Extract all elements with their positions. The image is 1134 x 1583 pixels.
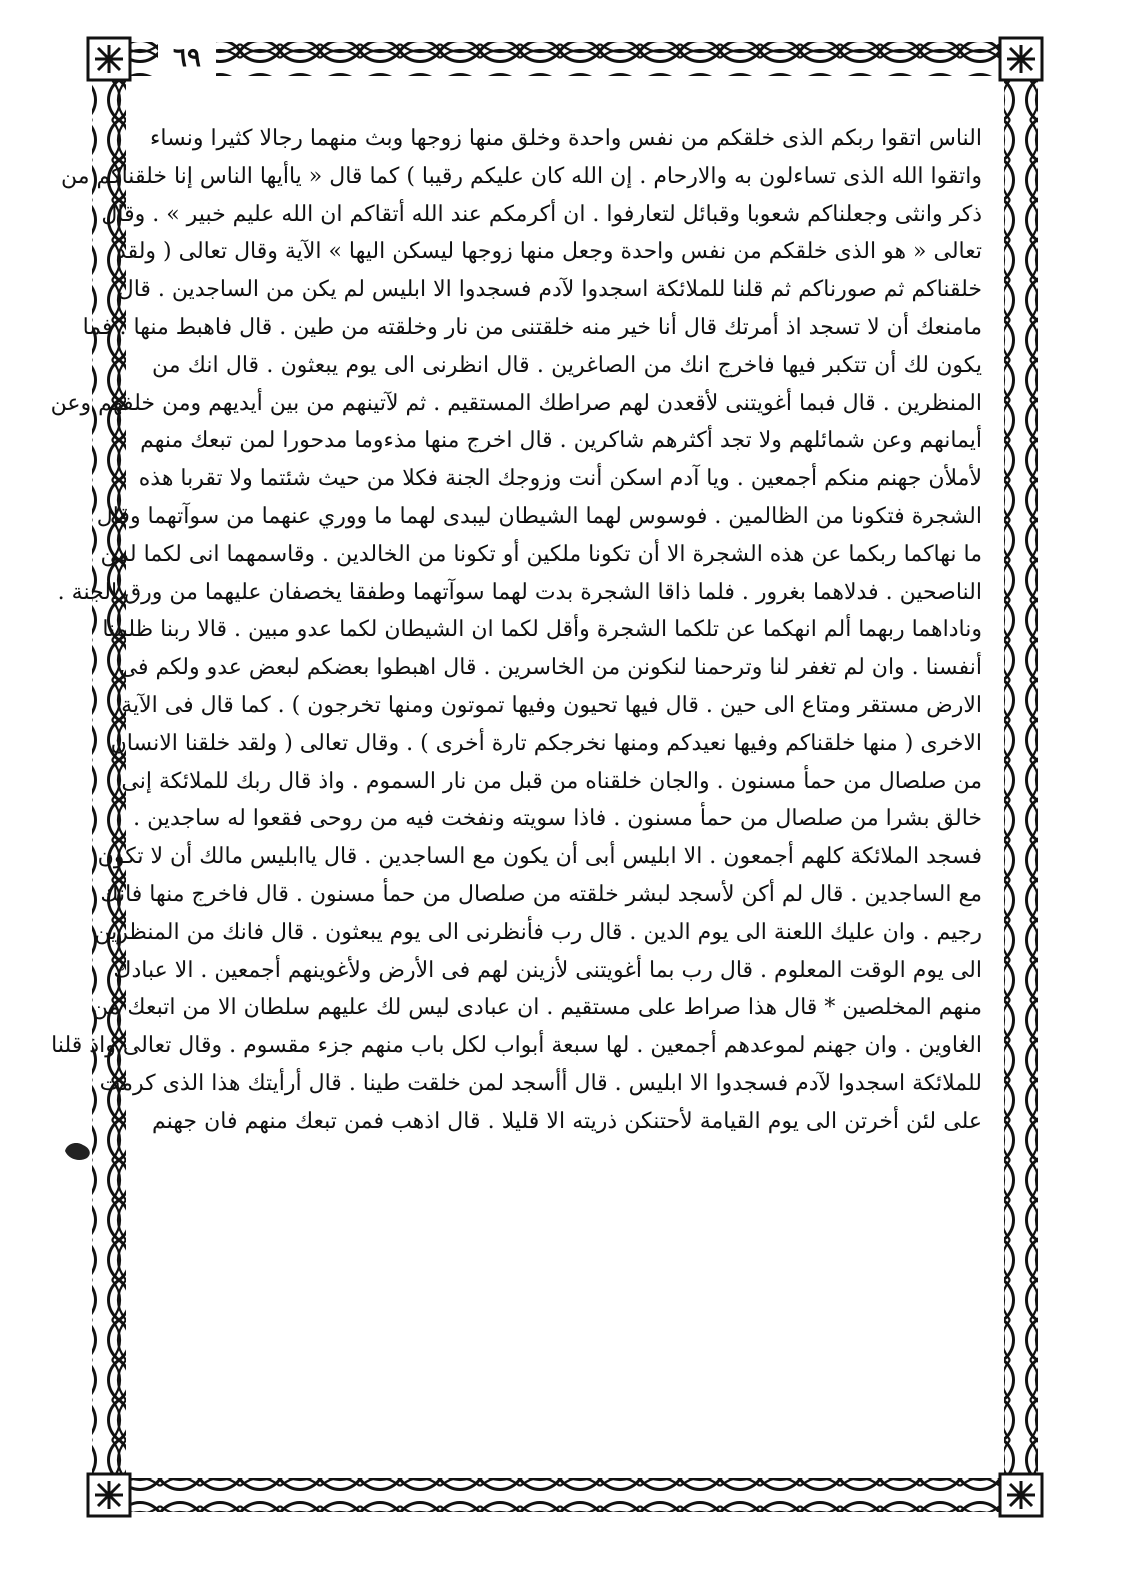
ink-blot (63, 1140, 93, 1162)
text-line: للملائكة اسجدوا لآدم فسجدوا الا ابليس . قال أأسجد لمن خلقت طينا . قال أرأيتك هذا الذى كرمت (99, 1070, 982, 1096)
text-line: خلقناكم ثم صورناكم ثم قلنا للملائكة اسجدوا لآدم فسجدوا الا ابليس لم يكن من الساجدين . قال (117, 277, 982, 303)
text-line: الناصحين . فدلاهما بغرور . فلما ذاقا الشجرة بدت لهما سوآتهما وطفقا يخصفان عليهما من ورق الجنة . (57, 579, 982, 605)
corner-top-left-knot (95, 45, 123, 73)
text-line: وناداهما ربهما ألم انهكما عن تلكما الشجرة وأقل لكما ان الشيطان لكما عدو مبين . قالا ربنا ظلمنا (102, 617, 982, 643)
text-line: ذكر وانثى وجعلناكم شعوبا وقبائل لتعارفوا . ان أكرمكم عند الله أتقاكم ان الله عليم خبير » . وقال (101, 201, 982, 227)
text-line: الغاوين . وان جهنم لموعدهم أجمعين . لها سبعة أبواب لكل باب منهم جزء مقسوم . وقال تعالى واذ قلنا (51, 1033, 982, 1059)
text-line: ما نهاكما ربكما عن هذه الشجرة الا أن تكونا ملكين أو تكونا من الخالدين . وقاسمهما انى لكما لمن (100, 541, 982, 567)
page-number: ٦٩ (158, 38, 216, 78)
text-line: على لئن أخرتن الى يوم القيامة لأحتنكن ذريته الا قليلا . قال اذهب فمن تبعك منهم فان جهنم (152, 1108, 982, 1134)
text-line: منهم المخلصين * قال هذا صراط على مستقيم . ان عبادى ليس لك عليهم سلطان الا من اتبعك من (91, 995, 982, 1021)
text-line: يكون لك أن تتكبر فيها فاخرج انك من الصاغرين . قال انظرنى الى يوم يبعثون . قال انك من (152, 352, 983, 378)
text-line: رجيم . وان عليك اللعنة الى يوم الدين . قال رب فأنظرنى الى يوم يبعثون . قال فانك من المنظرين (94, 919, 982, 945)
text-line: المنظرين . قال فبما أغويتنى لأقعدن لهم صراطك المستقيم . ثم لآتينهم من بين أيديهم ومن خلفهم وعن (50, 390, 982, 416)
text-line: من صلصال من حمأ مسنون . والجان خلقناه من قبل من نار السموم . واذ قال ربك للملائكة إنى (121, 768, 982, 794)
text-line: خالق بشرا من صلصال من حمأ مسنون . فاذا سويته ونفخت فيه من روحى فقعوا له ساجدين . (133, 806, 982, 832)
corner-bottom-right-knot (1007, 1481, 1035, 1509)
border-top (92, 42, 1038, 76)
corner-top-right-knot (1007, 45, 1035, 73)
text-line: الناس اتقوا ربكم الذى خلقكم من نفس واحدة وخلق منها زوجها وبث منهما رجالا كثيرا ونساء (150, 126, 982, 151)
text-line: أنفسنا . وان لم تغفر لنا وترحمنا لنكونن من الخاسرين . قال اهبطوا بعضكم لبعض عدو ولكم فى (119, 655, 982, 681)
border-right (1004, 42, 1038, 1512)
text-line: واتقوا الله الذى تساءلون به والارحام . إن الله كان عليكم رقيبا ) كما قال « ياأيها الناس إنا خلقناكم من (60, 163, 982, 189)
text-line: مع الساجدين . قال لم أكن لأسجد لبشر خلقته من صلصال من حمأ مسنون . قال فاخرج منها فانك (100, 881, 982, 907)
text-line: أيمانهم وعن شمائلهم ولا تجد أكثرهم شاكرين . قال اخرج منها مذءوما مدحورا لمن تبعك منهم (140, 428, 982, 454)
text-line: تعالى « هو الذى خلقكم من نفس واحدة وجعل منها زوجها ليسكن اليها » الآية وقال تعالى ( ولقد (116, 239, 982, 265)
text-line: فسجد الملائكة كلهم أجمعون . الا ابليس أبى أن يكون مع الساجدين . قال ياابليس مالك أن لا تكون (97, 844, 982, 870)
text-line: مامنعك أن لا تسجد اذ أمرتك قال أنا خير منه خلقتنى من نار وخلقته من طين . قال فاهبط منها . فما (82, 314, 982, 340)
border-bottom (92, 1478, 1038, 1512)
text-line: الشجرة فتكونا من الظالمين . فوسوس لهما الشيطان ليبدى لهما ما ووري عنهما من سوآتهما وقال (96, 503, 982, 529)
corner-bottom-left-knot (95, 1481, 123, 1509)
text-line: الاخرى ( منها خلقناكم وفيها نعيدكم ومنها نخرجكم تارة أخرى ) . وقال تعالى ( ولقد خلقنا الانسان (110, 730, 982, 756)
text-line: الارض مستقر ومتاع الى حين . قال فيها تحيون وفيها تموتون ومنها تخرجون ) . كما قال فى الآية (121, 692, 982, 718)
body-text (50, 120, 983, 1445)
text-line: لأملأن جهنم منكم أجمعين . ويا آدم اسكن أنت وزوجك الجنة فكلا من حيث شئتما ولا تقربا هذه (138, 466, 982, 492)
text-line: الى يوم الوقت المعلوم . قال رب بما أغويتنى لأزينن لهم فى الأرض ولأغوينهم أجمعين . الا عبادك (113, 957, 982, 983)
